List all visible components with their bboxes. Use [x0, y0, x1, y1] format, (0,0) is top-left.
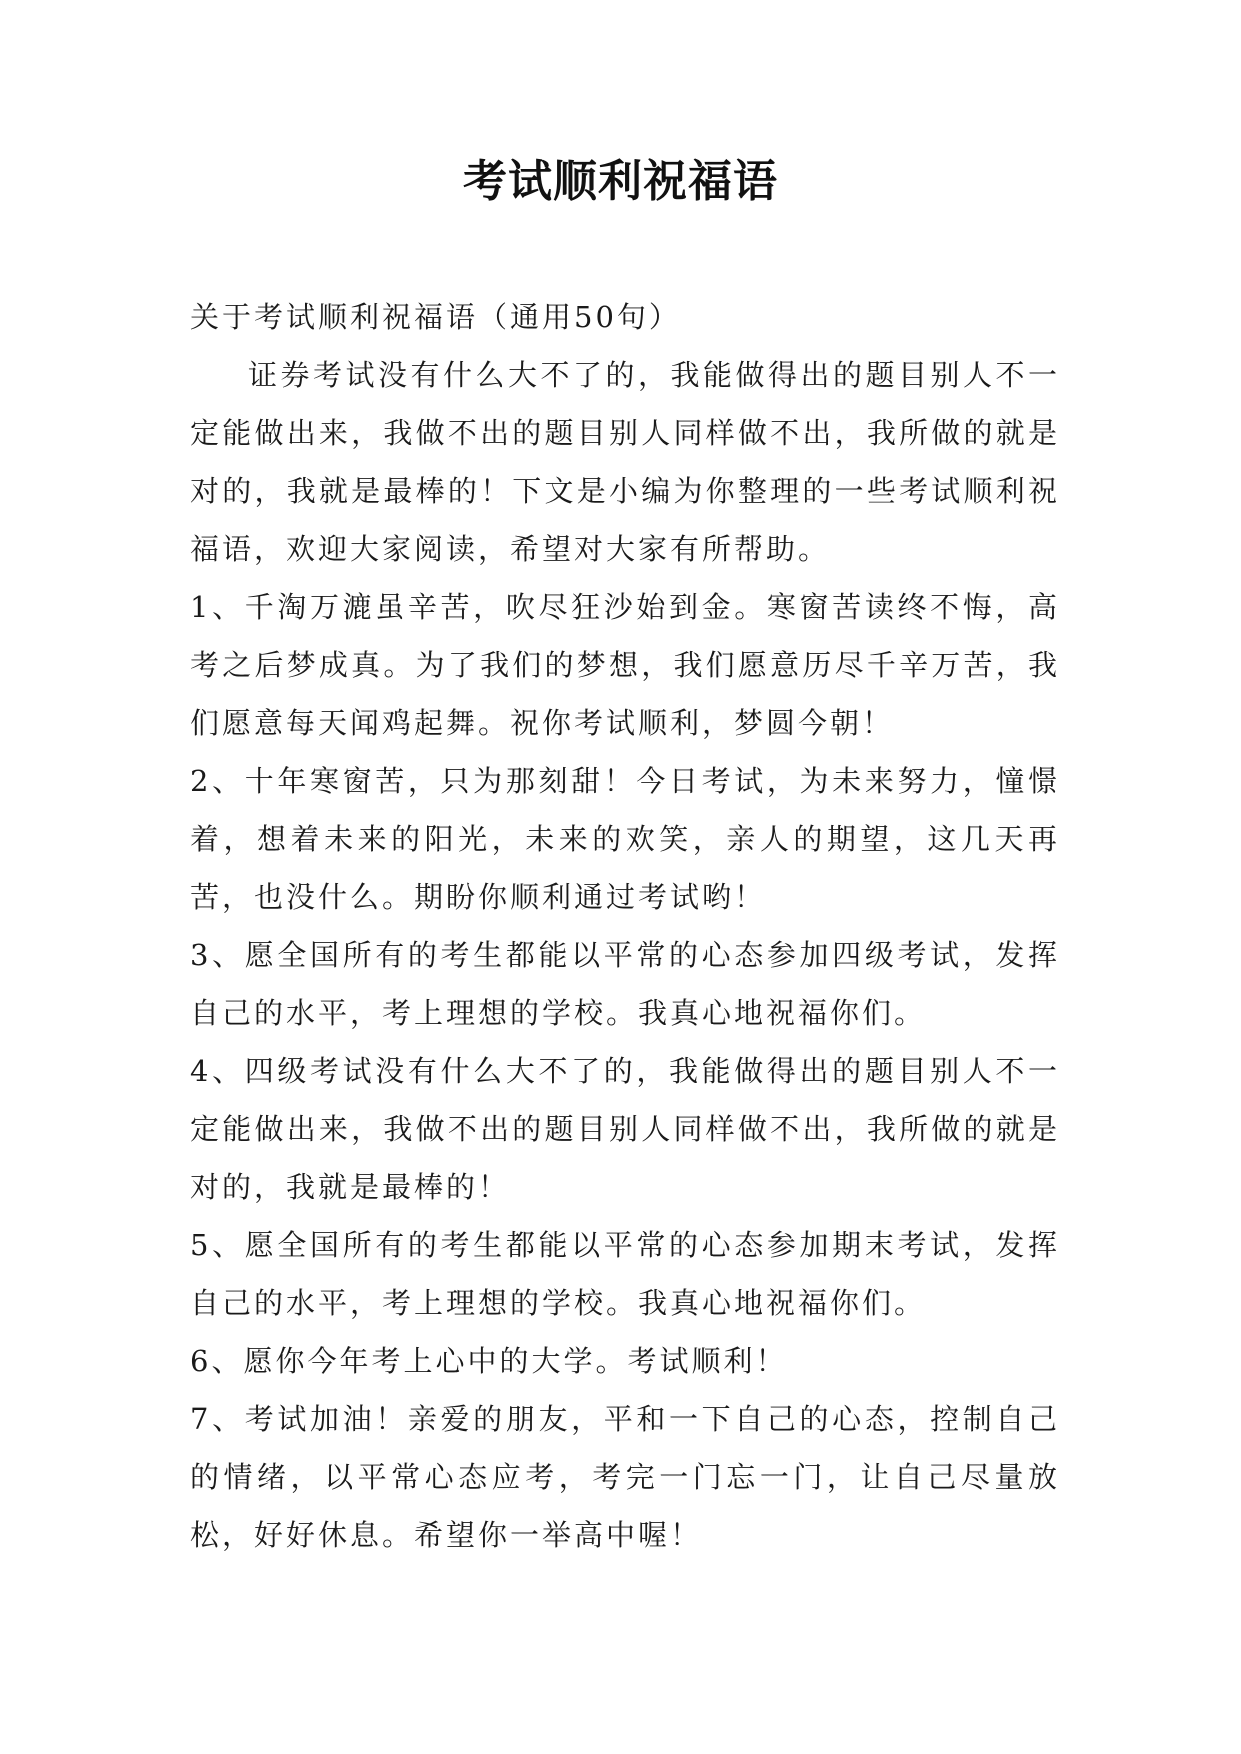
list-item: 3、愿全国所有的考生都能以平常的心态参加四级考试，发挥自己的水平，考上理想的学校。我真心地祝福你们。: [190, 938, 1060, 1030]
document-title: 考试顺利祝福语: [463, 156, 778, 207]
list-item: 6、愿你今年考上心中的大学。考试顺利！: [190, 1344, 788, 1378]
document-body: [190, 288, 1060, 1564]
list-item: 5、愿全国所有的考生都能以平常的心态参加期末考试，发挥自己的水平，考上理想的学校。我真心地祝福你们。: [190, 1228, 1060, 1320]
document-subtitle: 关于考试顺利祝福语（通用50句）: [190, 300, 681, 334]
list-item: 1、千淘万漉虽辛苦，吹尽狂沙始到金。寒窗苦读终不悔，高考之后梦成真。为了我们的梦想，我们愿意历尽千辛万苦，我们愿意每天闻鸡起舞。祝你考试顺利，梦圆今朝！: [190, 590, 1060, 740]
list-item: 4、四级考试没有什么大不了的，我能做得出的题目别人不一定能做出来，我做不出的题目别人同样做不出，我所做的就是对的，我就是最棒的！: [190, 1054, 1060, 1204]
intro-paragraph: 证券考试没有什么大不了的，我能做得出的题目别人不一定能做出来，我做不出的题目别人同样做不出，我所做的就是对的，我就是最棒的！下文是小编为你整理的一些考试顺利祝福语，欢迎大家阅读，希望对大家有所帮助。: [190, 358, 1060, 566]
list-item: 2、十年寒窗苦，只为那刻甜！今日考试，为未来努力，憧憬着，想着未来的阳光，未来的欢笑，亲人的期望，这几天再苦，也没什么。期盼你顺利通过考试哟！: [190, 764, 1060, 914]
list-item: 7、考试加油！亲爱的朋友，平和一下自己的心态，控制自己的情绪，以平常心态应考，考完一门忘一门，让自己尽量放松，好好休息。希望你一举高中喔！: [190, 1402, 1060, 1552]
